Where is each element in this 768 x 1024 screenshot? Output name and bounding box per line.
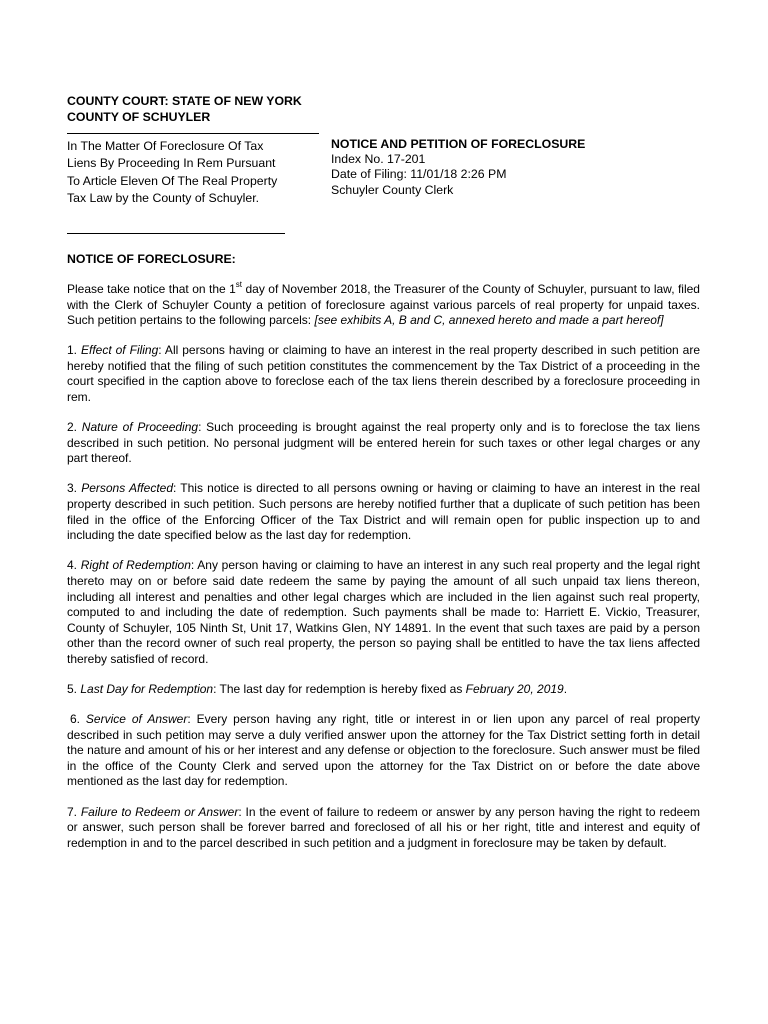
index-number: Index No. 17-201 xyxy=(331,152,426,167)
intro-exhibits-note: [see exhibits A, B and C, annexed hereto and made a part hereof] xyxy=(314,313,664,328)
section-number: 3. xyxy=(67,481,82,496)
county-name: COUNTY OF SCHUYLER xyxy=(67,110,211,124)
section-text: : This notice is directed to all persons owning or having or claiming to have an interest in the real property described in such petition. Such persons are hereby notified further that a duplicate of such petition has been filed in the office of the Enforcing Officer of the Tax District and will remain open for public inspection up to and including the date specified below as the last day for redemption. xyxy=(67,481,700,543)
section-text: : The last day for redemption is hereby fixed as xyxy=(213,681,466,696)
section-number: 5. xyxy=(67,681,81,696)
notice-body xyxy=(67,282,700,866)
section-text: : Every person having any right, title or interest in or lien upon any parcel of real property described in such petition may serve a duly verified answer upon the attorney for the Tax District setting forth in detail the nature and amount of his or her interest and any defense or objection to the foreclosure. Such answer must be filed in the office of the County Clerk and served upon the attorney for the Tax District on or before the date above mentioned as the last day for redemption. xyxy=(67,712,700,789)
section-text: : All persons having or claiming to have an interest in the real property described in such petition are hereby notified that the filing of such petition constitutes the commencement by the Tax District of a proceeding in the court specified in the caption above to foreclose each of the tax liens therein described by a foreclosure proceeding in rem. xyxy=(67,343,701,405)
section-title: Effect of Filing xyxy=(80,343,159,358)
petition-title: NOTICE AND PETITION OF FORECLOSURE xyxy=(331,137,586,151)
petition-info xyxy=(331,137,691,198)
court-name: COUNTY COURT: STATE OF NEW YORK xyxy=(67,94,302,108)
matter-caption xyxy=(67,138,319,208)
filing-date: Date of Filing: 11/01/18 2:26 PM xyxy=(331,167,507,182)
caption-bottom-rule xyxy=(67,233,285,234)
section-nature-of-proceeding xyxy=(67,420,700,467)
section-failure-to-redeem xyxy=(67,805,700,852)
section-text: : Such proceeding is brought against the real property only and is to foreclose the tax liens described in such petition. No personal judgment will be entered herein for such taxes or other legal charges or any part thereof. xyxy=(67,420,701,466)
notice-heading: NOTICE OF FORECLOSURE: xyxy=(67,252,236,266)
court-header xyxy=(67,93,302,125)
ordinal-suffix: st xyxy=(235,280,243,289)
section-effect-of-filing xyxy=(67,343,700,405)
redemption-deadline: February 20, 2019 xyxy=(465,681,564,696)
section-title: Service of Answer xyxy=(85,712,188,727)
section-text: : Any person having or claiming to have an interest in any such real property and the legal right thereto may on or before said date redeem the same by paying the amount of all such unpaid tax liens thereon, including all interest and penalties and other legal charges which are included in the lien against such real property, computed to and including the date of redemption. Such payments shall be made to: Harriett E. Vickio, Treasurer, County of Schuyler, 105 Ninth St, Unit 17, Watkins Glen, NY 14891. In the event that such taxes are paid by a person other than the record owner of such real property, the person so paying shall be entitled to have the tax liens affected thereby satisfied of record. xyxy=(67,558,701,666)
intro-text-cont: day of November 2018, the Treasurer of the County of Schuyler, pursuant to law, filed with the Clerk of Schuyler County a petition of foreclosure against various parcels of real property for unpaid taxes. Such petition pertains to the following parcels: xyxy=(67,282,700,328)
section-last-day-for-redemption xyxy=(67,682,700,698)
section-number: 2. xyxy=(67,420,82,435)
matter-line: In The Matter Of Foreclosure Of Tax xyxy=(67,139,264,153)
section-text-end: . xyxy=(563,681,568,696)
intro-text: Please take notice that on the 1 xyxy=(67,282,236,296)
section-title: Failure to Redeem or Answer xyxy=(80,804,239,819)
intro-paragraph xyxy=(67,282,700,329)
section-number: 6. xyxy=(70,712,86,727)
document-page xyxy=(67,0,700,1024)
section-service-of-answer xyxy=(67,712,700,790)
matter-line: Liens By Proceeding In Rem Pursuant xyxy=(67,156,276,171)
section-number: 4. xyxy=(67,558,81,573)
section-text: : In the event of failure to redeem or answer by any person having the right to redeem or answer, such person shall be forever barred and foreclosed of all his or her right, title and interest and equity of redemption in and to the parcel described in such petition and a judgment in foreclosure may be taken by default. xyxy=(67,804,701,850)
section-title: Nature of Proceeding xyxy=(81,420,199,435)
matter-line: Tax Law by the County of Schuyler. xyxy=(67,191,260,206)
section-right-of-redemption xyxy=(67,558,700,667)
section-number: 1. xyxy=(67,343,81,358)
section-title: Last Day for Redemption xyxy=(80,681,214,696)
section-title: Right of Redemption xyxy=(80,558,191,573)
county-clerk: Schuyler County Clerk xyxy=(331,182,454,197)
caption-top-rule xyxy=(67,133,319,134)
section-persons-affected xyxy=(67,481,700,543)
matter-line: To Article Eleven Of The Real Property xyxy=(67,173,278,188)
section-number: 7. xyxy=(67,804,81,819)
section-title: Persons Affected xyxy=(81,481,173,496)
